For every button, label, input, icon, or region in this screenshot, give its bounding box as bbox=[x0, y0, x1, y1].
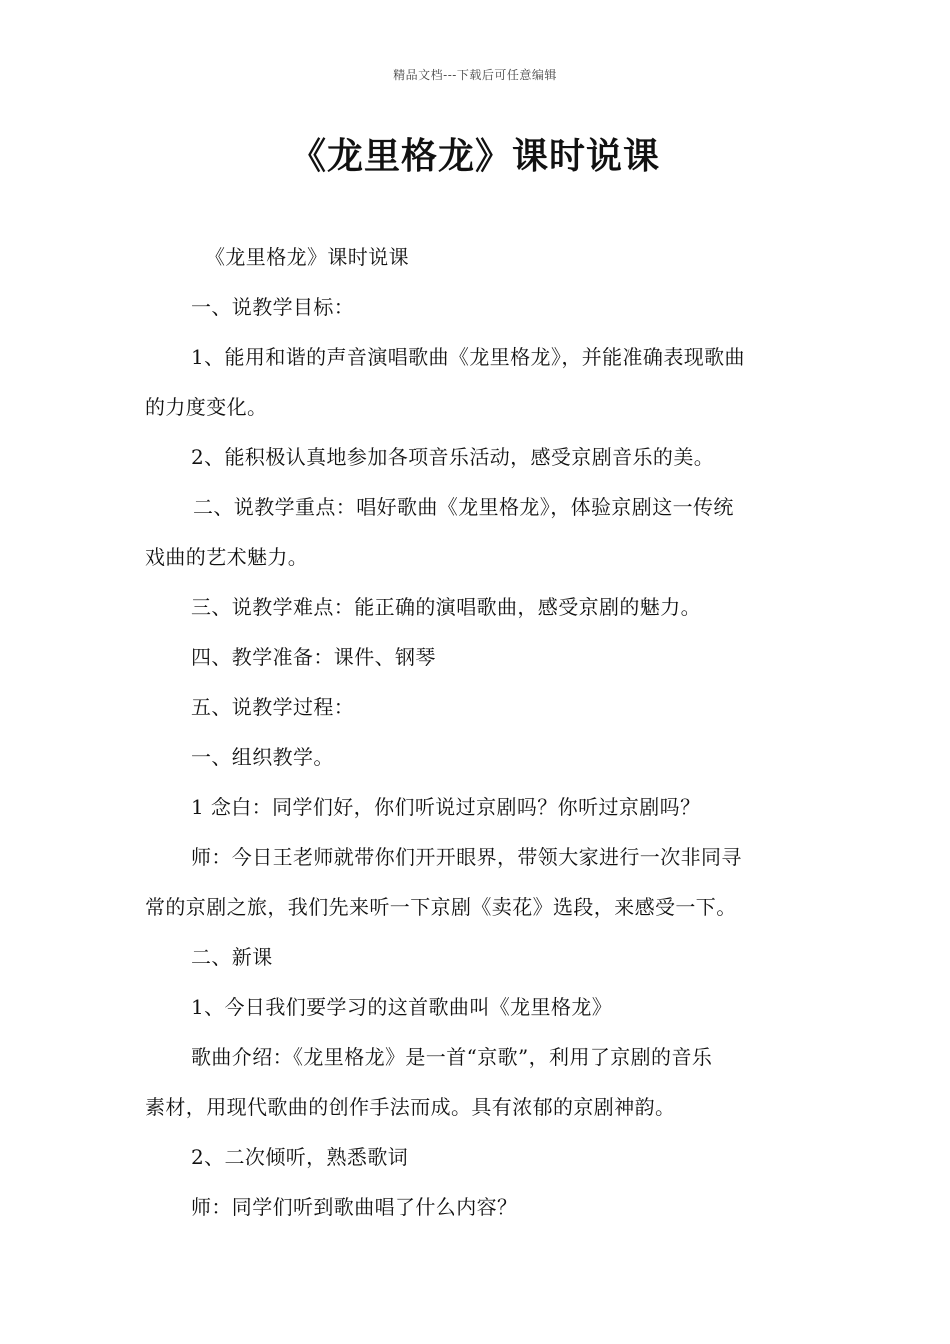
paragraph-line: 的力度变化。 bbox=[145, 395, 268, 419]
paragraph-line: 戏曲的艺术魅力。 bbox=[145, 545, 309, 569]
paragraph-line: 2、二次倾听，熟悉歌词 bbox=[191, 1145, 409, 1169]
paragraph-line: 1、能用和谐的声音演唱歌曲《龙里格龙》，并能准确表现歌曲 bbox=[191, 345, 745, 369]
paragraph-line: 1、今日我们要学习的这首歌曲叫《龙里格龙》 bbox=[191, 995, 613, 1019]
paragraph-line: 一、说教学目标： bbox=[191, 295, 355, 319]
paragraph-line: 四、教学准备：课件、钢琴 bbox=[191, 645, 436, 669]
paragraph-line: 二、说教学重点：唱好歌曲《龙里格龙》，体验京剧这一传统 bbox=[193, 495, 734, 519]
paragraph-line: 二、新课 bbox=[191, 945, 273, 969]
paragraph-line: 2、能积极认真地参加各项音乐活动，感受京剧音乐的美。 bbox=[191, 445, 715, 469]
paragraph-line: 五、说教学过程： bbox=[191, 695, 355, 719]
paragraph-line: 歌曲介绍：《龙里格龙》是一首“京歌”，利用了京剧的音乐 bbox=[191, 1045, 713, 1069]
paragraph-line: 三、说教学难点：能正确的演唱歌曲，感受京剧的魅力。 bbox=[191, 595, 701, 619]
paragraph-line: 一、组织教学。 bbox=[191, 745, 334, 769]
paragraph-line: 师：同学们听到歌曲唱了什么内容？ bbox=[191, 1195, 518, 1219]
paragraph-line: 1 念白：同学们好，你们听说过京剧吗？你听过京剧吗？ bbox=[191, 795, 701, 819]
paragraph-line: 师：今日王老师就带你们开开眼界，带领大家进行一次非同寻 bbox=[191, 845, 742, 869]
subtitle-line: 《龙里格龙》课时说课 bbox=[205, 245, 409, 269]
document-body bbox=[145, 232, 810, 1232]
paragraph-line: 素材，用现代歌曲的创作手法而成。具有浓郁的京剧神韵。 bbox=[145, 1095, 676, 1119]
document-title: 《龙里格龙》课时说课 bbox=[289, 136, 660, 177]
page-header-note: 精品文档---下载后可任意编辑 bbox=[393, 68, 557, 82]
paragraph-line: 常的京剧之旅，我们先来听一下京剧《卖花》选段，来感受一下。 bbox=[145, 895, 737, 919]
